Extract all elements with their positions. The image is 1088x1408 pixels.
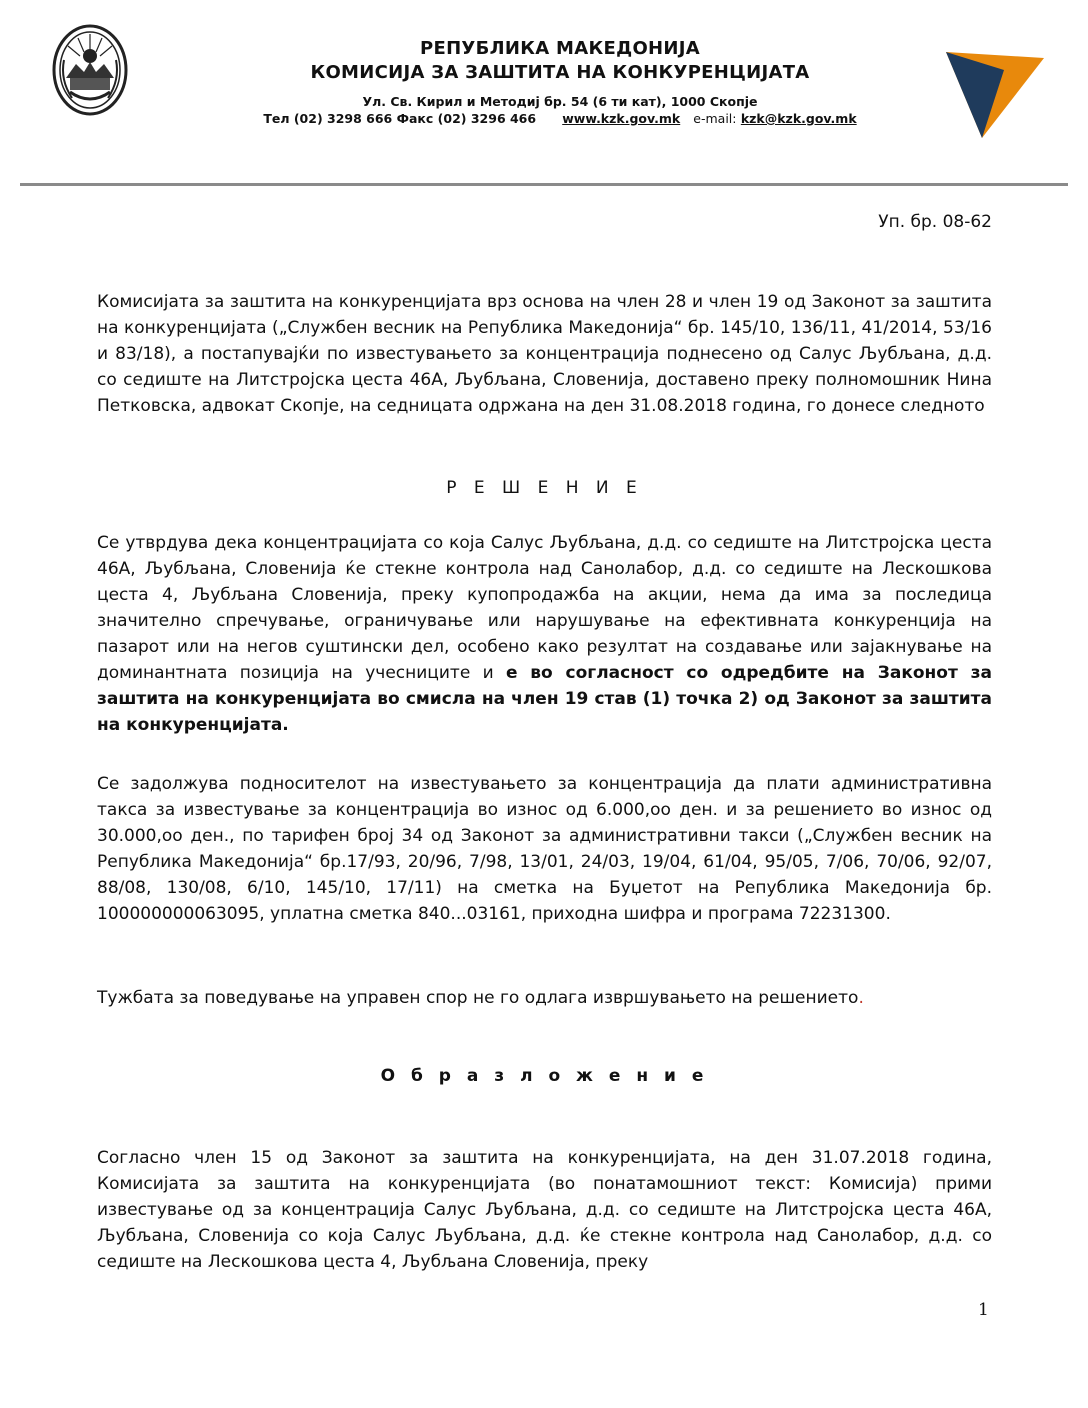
decision-paragraph-2: Се задолжува подносителот на известувањето за концентрација да плати административна такса за известување за концентрација во износ од 6.000,оо ден. и за решението во износ од 30.000,оо ден., по тарифен број 34 од Законот за административни такси („Службен весник на Република Македонија“ бр.17/93, 20/96, 7/98, 13/01, 24/03, 19/04, 61/04, 95/05, 7/06, 70/06, 92/07, 88/08, 130/08, 6/10, 145/10, 17/11) на сметка на Буџетот на Република Македонија бр. 100000000063095, уплатна сметка 840...03161, приходна шифра и програма 72231300. [97, 774, 992, 924]
reasoning-paragraph-1: Согласно член 15 од Законот за заштита на конкуренцијата, на ден 31.07.2018 година, Комисијата за заштита на конкуренцијата (во понатамошниот текст: Комисија) прими известување од за концентрација Салус Љубљана, д.д. со седиште на Литстројска цеста 46А, Љубљана, Словенија со која Салус Љубљана, д.д. ќе стекне контрола над Санолабор, д.д. со седиште на Лескошкова цеста 4, Љубљана Словенија, преку [97, 1148, 992, 1272]
decision-p3-text: Тужбата за поведување на управен спор не го одлага извршувањето на решението [97, 988, 859, 1008]
decision-p3-end: . [858, 988, 864, 1008]
decision-p1-bold: е во согласност со одредбите на Законот за заштита на конкуренцијата во смисла на член 19 став (1) точка 2) од Законот за заштита на конкуренцијата. [97, 663, 993, 735]
header-address: Ул. Св. Кирил и Методиј бр. 54 (6 ти кат), 1000 Скопје [362, 94, 758, 109]
header-phone-fax: Тел (02) 3298 666 Факс (02) 3296 466 [263, 111, 537, 126]
website-link[interactable]: www.kzk.gov.mk [562, 111, 681, 126]
decision-paragraph-1 [97, 530, 992, 738]
email-link[interactable]: kzk@kzk.gov.mk [740, 111, 857, 126]
decision-title: Р Е Ш Е Н И Е [446, 478, 643, 498]
decision-paragraph-3 [97, 985, 992, 1011]
state-emblem-logo [50, 20, 130, 116]
intro-paragraph: Комисијата за заштита на конкуренцијата врз основа на член 28 и член 19 од Законот за заштита на конкуренцијата („Службен весник на Република Македонија“ бр. 145/10, 136/11, 41/2014, 53/16 и 83/18), а постапувајќи по известувањето за концентрација поднесено од Салус Љубљана, д.д. со седиште на Литстројска цеста 46А, Љубљана, Словенија, доставено преку полномошник Нина Петковска, адвокат Скопје, на седницата одржана на ден 31.08.2018 година, го донесе следното [97, 292, 992, 416]
header-institution: КОМИСИЈА ЗА ЗАШТИТА НА КОНКУРЕНЦИЈАТА [310, 62, 810, 83]
header-contacts [200, 111, 920, 126]
reasoning-title: О б р а з л о ж е н и е [380, 1066, 709, 1086]
header-divider [20, 183, 1068, 186]
header-country: РЕПУБЛИКА МАКЕДОНИЈА [419, 38, 701, 59]
email-label: e-mail: [693, 111, 737, 126]
page-number: 1 [978, 1300, 989, 1320]
decision-p1-text: Се утврдува дека концентрацијата со која Салус Љубљана, д.д. со седиште на Литстројска цеста 46А, Љубљана, Словенија ќе стекне контрола над Санолабор, д.д. со седиште на Лескошкова цеста 4, Љубљана Словенија, преку купопродажба на акции, нема да има за последица значително спречување, ограничување или нарушување на ефективната конкуренција на пазарот или на негов суштински дел, особено како резултат на создавање или зајакнување на доминантната позиција на учесниците и [97, 533, 992, 683]
case-reference: Уп. бр. 08-62 [878, 212, 992, 232]
commission-logo [944, 48, 1048, 140]
